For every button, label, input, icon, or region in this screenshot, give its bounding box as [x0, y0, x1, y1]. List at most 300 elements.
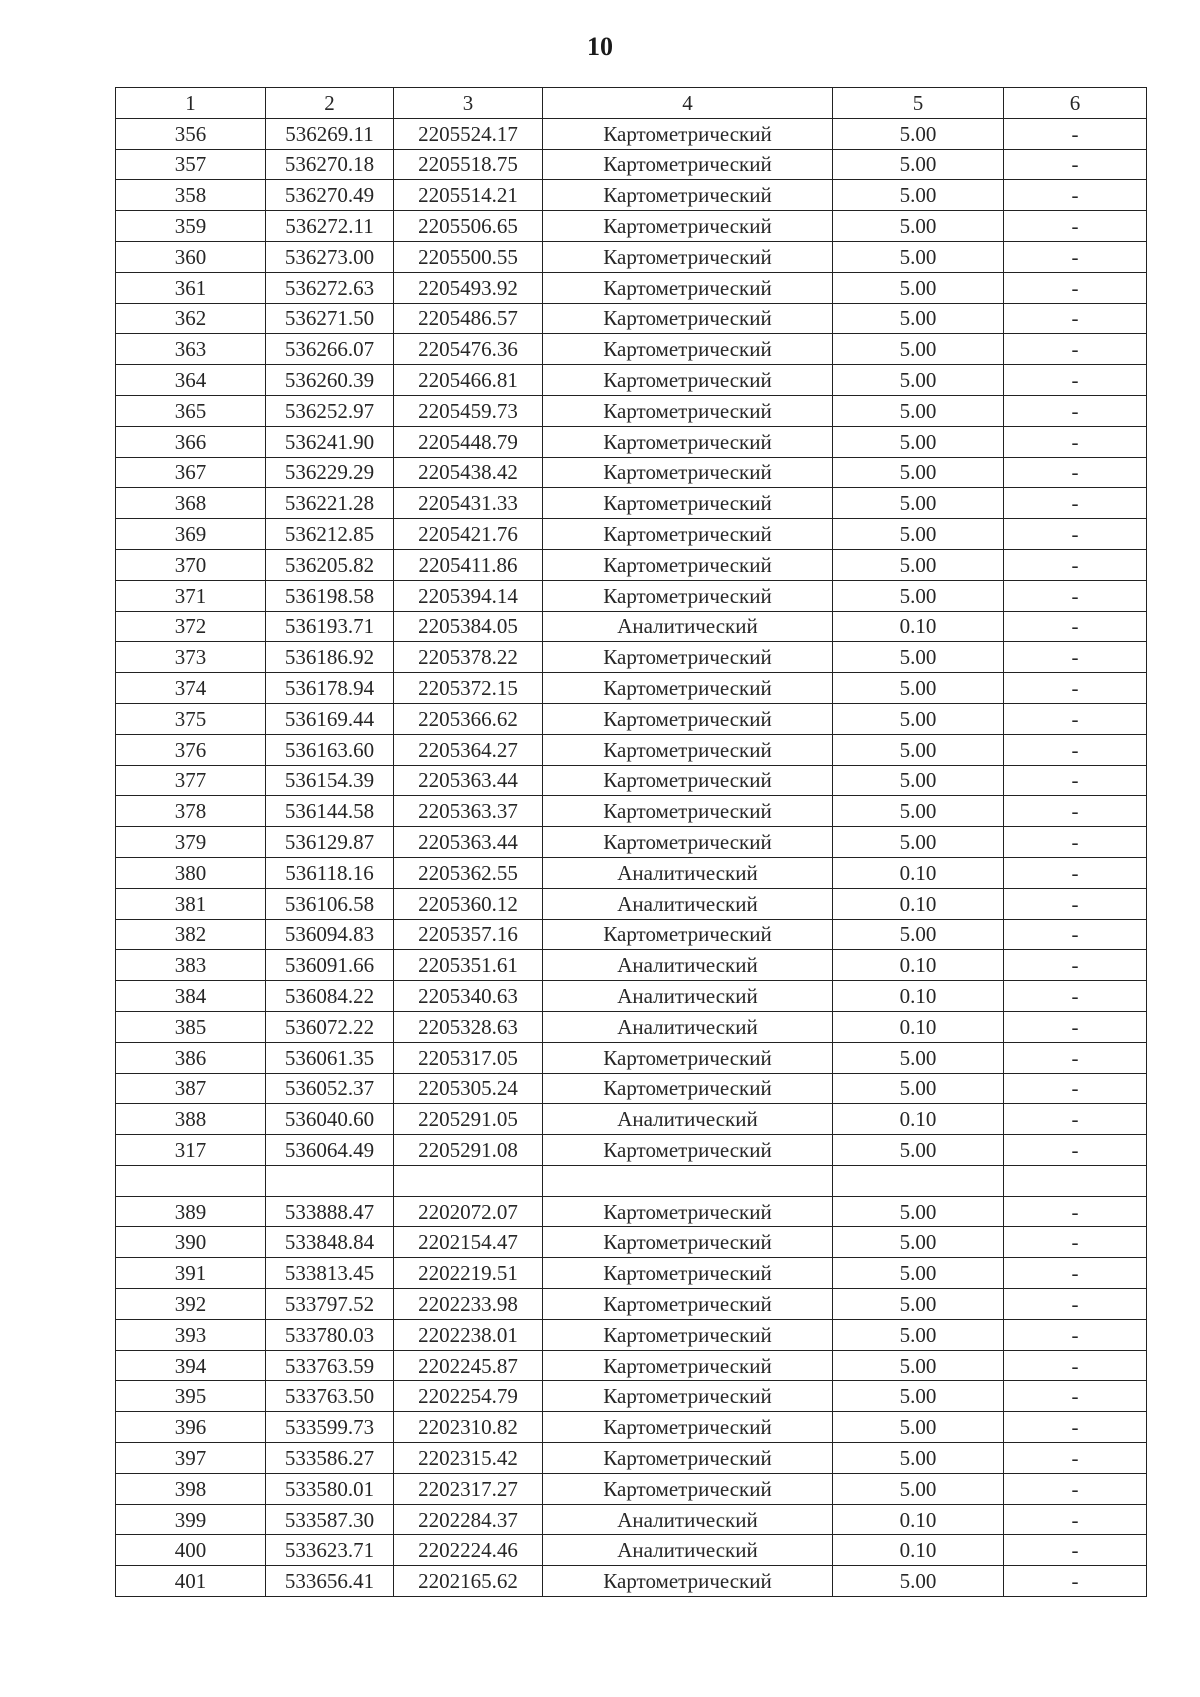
- y-coordinate-cell: 2202165.62: [394, 1566, 543, 1597]
- note-cell: -: [1004, 888, 1147, 919]
- x-coordinate-cell: 536094.83: [266, 919, 394, 950]
- point-number-cell: 399: [116, 1504, 266, 1535]
- x-coordinate-cell: 536154.39: [266, 765, 394, 796]
- note-cell: -: [1004, 519, 1147, 550]
- accuracy-cell: 0.10: [833, 857, 1004, 888]
- y-coordinate-cell: 2205394.14: [394, 580, 543, 611]
- y-coordinate-cell: [394, 1165, 543, 1196]
- table-row: [116, 611, 1147, 642]
- point-number-cell: 390: [116, 1227, 266, 1258]
- method-cell: Картометрический: [543, 734, 833, 765]
- note-cell: -: [1004, 272, 1147, 303]
- note-cell: -: [1004, 796, 1147, 827]
- point-number-cell: 356: [116, 118, 266, 149]
- accuracy-cell: 0.10: [833, 611, 1004, 642]
- point-number-cell: 365: [116, 395, 266, 426]
- method-cell: Картометрический: [543, 796, 833, 827]
- point-number-cell: 385: [116, 1011, 266, 1042]
- note-cell: -: [1004, 1104, 1147, 1135]
- point-number-cell: 368: [116, 488, 266, 519]
- y-coordinate-cell: 2202245.87: [394, 1350, 543, 1381]
- method-cell: Картометрический: [543, 919, 833, 950]
- note-cell: [1004, 1165, 1147, 1196]
- column-header: 4: [543, 88, 833, 119]
- y-coordinate-cell: 2205372.15: [394, 673, 543, 704]
- accuracy-cell: 5.00: [833, 580, 1004, 611]
- note-cell: -: [1004, 549, 1147, 580]
- point-number-cell: 361: [116, 272, 266, 303]
- x-coordinate-cell: 533763.59: [266, 1350, 394, 1381]
- table-row: [116, 703, 1147, 734]
- y-coordinate-cell: 2205378.22: [394, 642, 543, 673]
- y-coordinate-cell: 2205366.62: [394, 703, 543, 734]
- y-coordinate-cell: 2205305.24: [394, 1073, 543, 1104]
- method-cell: Аналитический: [543, 1504, 833, 1535]
- point-number-cell: 388: [116, 1104, 266, 1135]
- point-number-cell: 372: [116, 611, 266, 642]
- accuracy-cell: 5.00: [833, 1289, 1004, 1320]
- table-row: [116, 211, 1147, 242]
- accuracy-cell: 0.10: [833, 981, 1004, 1012]
- point-number-cell: 373: [116, 642, 266, 673]
- accuracy-cell: 5.00: [833, 519, 1004, 550]
- method-cell: Картометрический: [543, 1289, 833, 1320]
- accuracy-cell: 5.00: [833, 395, 1004, 426]
- x-coordinate-cell: 536272.63: [266, 272, 394, 303]
- method-cell: Картометрический: [543, 580, 833, 611]
- table-row: [116, 303, 1147, 334]
- point-number-cell: [116, 1165, 266, 1196]
- method-cell: Картометрический: [543, 673, 833, 704]
- method-cell: Картометрический: [543, 149, 833, 180]
- method-cell: Картометрический: [543, 703, 833, 734]
- accuracy-cell: 5.00: [833, 334, 1004, 365]
- accuracy-cell: 5.00: [833, 642, 1004, 673]
- table-row: [116, 1042, 1147, 1073]
- method-cell: Картометрический: [543, 1350, 833, 1381]
- note-cell: -: [1004, 1196, 1147, 1227]
- x-coordinate-cell: 533848.84: [266, 1227, 394, 1258]
- note-cell: -: [1004, 1227, 1147, 1258]
- method-cell: Картометрический: [543, 1319, 833, 1350]
- accuracy-cell: 5.00: [833, 241, 1004, 272]
- method-cell: Картометрический: [543, 395, 833, 426]
- x-coordinate-cell: 536186.92: [266, 642, 394, 673]
- column-header: 6: [1004, 88, 1147, 119]
- point-number-cell: 363: [116, 334, 266, 365]
- accuracy-cell: 5.00: [833, 703, 1004, 734]
- method-cell: Аналитический: [543, 888, 833, 919]
- y-coordinate-cell: 2205421.76: [394, 519, 543, 550]
- accuracy-cell: 5.00: [833, 1135, 1004, 1166]
- x-coordinate-cell: 536061.35: [266, 1042, 394, 1073]
- table-row: [116, 457, 1147, 488]
- column-header: 5: [833, 88, 1004, 119]
- note-cell: -: [1004, 1350, 1147, 1381]
- column-header: 1: [116, 88, 266, 119]
- method-cell: Картометрический: [543, 118, 833, 149]
- y-coordinate-cell: 2205500.55: [394, 241, 543, 272]
- point-number-cell: 359: [116, 211, 266, 242]
- table-row: [116, 1443, 1147, 1474]
- table-row: [116, 1535, 1147, 1566]
- note-cell: -: [1004, 1566, 1147, 1597]
- note-cell: -: [1004, 642, 1147, 673]
- y-coordinate-cell: 2205360.12: [394, 888, 543, 919]
- method-cell: Картометрический: [543, 488, 833, 519]
- accuracy-cell: 5.00: [833, 734, 1004, 765]
- x-coordinate-cell: 536260.39: [266, 365, 394, 396]
- y-coordinate-cell: 2205328.63: [394, 1011, 543, 1042]
- accuracy-cell: 5.00: [833, 1443, 1004, 1474]
- x-coordinate-cell: 536229.29: [266, 457, 394, 488]
- x-coordinate-cell: 536252.97: [266, 395, 394, 426]
- point-number-cell: 392: [116, 1289, 266, 1320]
- y-coordinate-cell: 2205493.92: [394, 272, 543, 303]
- note-cell: -: [1004, 1042, 1147, 1073]
- x-coordinate-cell: 536193.71: [266, 611, 394, 642]
- point-number-cell: 389: [116, 1196, 266, 1227]
- table-body: [116, 118, 1147, 1596]
- table-row: [116, 426, 1147, 457]
- method-cell: Картометрический: [543, 1227, 833, 1258]
- note-cell: -: [1004, 703, 1147, 734]
- point-number-cell: 401: [116, 1566, 266, 1597]
- accuracy-cell: 5.00: [833, 1319, 1004, 1350]
- table-row: [116, 241, 1147, 272]
- accuracy-cell: 5.00: [833, 1196, 1004, 1227]
- point-number-cell: 369: [116, 519, 266, 550]
- y-coordinate-cell: 2205448.79: [394, 426, 543, 457]
- accuracy-cell: 0.10: [833, 888, 1004, 919]
- method-cell: Картометрический: [543, 827, 833, 858]
- method-cell: Аналитический: [543, 611, 833, 642]
- table-row: [116, 1350, 1147, 1381]
- method-cell: Картометрический: [543, 642, 833, 673]
- table-row: [116, 1289, 1147, 1320]
- note-cell: -: [1004, 180, 1147, 211]
- accuracy-cell: 5.00: [833, 1473, 1004, 1504]
- note-cell: -: [1004, 118, 1147, 149]
- method-cell: Аналитический: [543, 950, 833, 981]
- x-coordinate-cell: 536052.37: [266, 1073, 394, 1104]
- accuracy-cell: 5.00: [833, 1042, 1004, 1073]
- x-coordinate-cell: 533780.03: [266, 1319, 394, 1350]
- method-cell: [543, 1165, 833, 1196]
- accuracy-cell: 5.00: [833, 457, 1004, 488]
- note-cell: -: [1004, 1289, 1147, 1320]
- y-coordinate-cell: 2205431.33: [394, 488, 543, 519]
- accuracy-cell: 5.00: [833, 765, 1004, 796]
- x-coordinate-cell: 536269.11: [266, 118, 394, 149]
- x-coordinate-cell: 533586.27: [266, 1443, 394, 1474]
- note-cell: -: [1004, 1258, 1147, 1289]
- table-row: [116, 888, 1147, 919]
- y-coordinate-cell: 2202317.27: [394, 1473, 543, 1504]
- x-coordinate-cell: 536084.22: [266, 981, 394, 1012]
- method-cell: Картометрический: [543, 1073, 833, 1104]
- note-cell: -: [1004, 488, 1147, 519]
- accuracy-cell: 5.00: [833, 180, 1004, 211]
- accuracy-cell: 5.00: [833, 272, 1004, 303]
- point-number-cell: 360: [116, 241, 266, 272]
- accuracy-cell: [833, 1165, 1004, 1196]
- note-cell: -: [1004, 1504, 1147, 1535]
- table-row: [116, 1566, 1147, 1597]
- y-coordinate-cell: 2202154.47: [394, 1227, 543, 1258]
- table-row: [116, 642, 1147, 673]
- table-row: [116, 1504, 1147, 1535]
- note-cell: -: [1004, 1319, 1147, 1350]
- x-coordinate-cell: 536241.90: [266, 426, 394, 457]
- x-coordinate-cell: 536271.50: [266, 303, 394, 334]
- method-cell: Аналитический: [543, 857, 833, 888]
- table-row: [116, 1381, 1147, 1412]
- coordinates-table: [115, 87, 1147, 1597]
- method-cell: Аналитический: [543, 1011, 833, 1042]
- method-cell: Картометрический: [543, 1196, 833, 1227]
- table-row: [116, 734, 1147, 765]
- table-row: [116, 365, 1147, 396]
- note-cell: -: [1004, 919, 1147, 950]
- method-cell: Картометрический: [543, 1443, 833, 1474]
- accuracy-cell: 5.00: [833, 303, 1004, 334]
- x-coordinate-cell: 533797.52: [266, 1289, 394, 1320]
- note-cell: -: [1004, 1011, 1147, 1042]
- point-number-cell: 380: [116, 857, 266, 888]
- table-row: [116, 580, 1147, 611]
- x-coordinate-cell: 536272.11: [266, 211, 394, 242]
- x-coordinate-cell: 536072.22: [266, 1011, 394, 1042]
- point-number-cell: 383: [116, 950, 266, 981]
- point-number-cell: 391: [116, 1258, 266, 1289]
- y-coordinate-cell: 2202224.46: [394, 1535, 543, 1566]
- point-number-cell: 382: [116, 919, 266, 950]
- table-row: [116, 827, 1147, 858]
- table-row: [116, 1227, 1147, 1258]
- note-cell: -: [1004, 1473, 1147, 1504]
- method-cell: Картометрический: [543, 1381, 833, 1412]
- method-cell: Аналитический: [543, 1535, 833, 1566]
- point-number-cell: 374: [116, 673, 266, 704]
- point-number-cell: 397: [116, 1443, 266, 1474]
- note-cell: -: [1004, 1073, 1147, 1104]
- point-number-cell: 366: [116, 426, 266, 457]
- table-row: [116, 1196, 1147, 1227]
- table-row: [116, 118, 1147, 149]
- y-coordinate-cell: 2205524.17: [394, 118, 543, 149]
- page-number: 10: [587, 32, 613, 61]
- note-cell: -: [1004, 580, 1147, 611]
- y-coordinate-cell: 2202233.98: [394, 1289, 543, 1320]
- method-cell: Картометрический: [543, 180, 833, 211]
- method-cell: Картометрический: [543, 457, 833, 488]
- y-coordinate-cell: 2205384.05: [394, 611, 543, 642]
- x-coordinate-cell: 536106.58: [266, 888, 394, 919]
- note-cell: -: [1004, 981, 1147, 1012]
- note-cell: -: [1004, 395, 1147, 426]
- table-row: [116, 919, 1147, 950]
- note-cell: -: [1004, 673, 1147, 704]
- table-row: [116, 1165, 1147, 1196]
- accuracy-cell: 0.10: [833, 950, 1004, 981]
- x-coordinate-cell: 536163.60: [266, 734, 394, 765]
- method-cell: Картометрический: [543, 1566, 833, 1597]
- method-cell: Картометрический: [543, 426, 833, 457]
- table-row: [116, 549, 1147, 580]
- x-coordinate-cell: 533587.30: [266, 1504, 394, 1535]
- method-cell: Картометрический: [543, 365, 833, 396]
- accuracy-cell: 5.00: [833, 1350, 1004, 1381]
- accuracy-cell: 5.00: [833, 426, 1004, 457]
- method-cell: Картометрический: [543, 519, 833, 550]
- x-coordinate-cell: 536129.87: [266, 827, 394, 858]
- accuracy-cell: 5.00: [833, 1227, 1004, 1258]
- accuracy-cell: 0.10: [833, 1504, 1004, 1535]
- x-coordinate-cell: 536040.60: [266, 1104, 394, 1135]
- y-coordinate-cell: 2205317.05: [394, 1042, 543, 1073]
- note-cell: -: [1004, 303, 1147, 334]
- point-number-cell: 367: [116, 457, 266, 488]
- point-number-cell: 381: [116, 888, 266, 919]
- x-coordinate-cell: 533763.50: [266, 1381, 394, 1412]
- point-number-cell: 371: [116, 580, 266, 611]
- note-cell: -: [1004, 857, 1147, 888]
- method-cell: Аналитический: [543, 981, 833, 1012]
- table-row: [116, 272, 1147, 303]
- x-coordinate-cell: 536205.82: [266, 549, 394, 580]
- point-number-cell: 362: [116, 303, 266, 334]
- y-coordinate-cell: 2205362.55: [394, 857, 543, 888]
- method-cell: Картометрический: [543, 1258, 833, 1289]
- table-row: [116, 981, 1147, 1012]
- table-row: [116, 1073, 1147, 1104]
- method-cell: Картометрический: [543, 241, 833, 272]
- point-number-cell: 398: [116, 1473, 266, 1504]
- x-coordinate-cell: 536118.16: [266, 857, 394, 888]
- point-number-cell: 396: [116, 1412, 266, 1443]
- column-header: 2: [266, 88, 394, 119]
- method-cell: Картометрический: [543, 1412, 833, 1443]
- y-coordinate-cell: 2205486.57: [394, 303, 543, 334]
- point-number-cell: 387: [116, 1073, 266, 1104]
- accuracy-cell: 5.00: [833, 211, 1004, 242]
- method-cell: Картометрический: [543, 303, 833, 334]
- y-coordinate-cell: 2202310.82: [394, 1412, 543, 1443]
- method-cell: Картометрический: [543, 765, 833, 796]
- note-cell: -: [1004, 241, 1147, 272]
- y-coordinate-cell: 2205351.61: [394, 950, 543, 981]
- table-row: [116, 857, 1147, 888]
- x-coordinate-cell: 536270.49: [266, 180, 394, 211]
- y-coordinate-cell: 2205364.27: [394, 734, 543, 765]
- method-cell: Картометрический: [543, 1135, 833, 1166]
- note-cell: -: [1004, 1443, 1147, 1474]
- point-number-cell: 378: [116, 796, 266, 827]
- note-cell: -: [1004, 211, 1147, 242]
- y-coordinate-cell: 2205518.75: [394, 149, 543, 180]
- accuracy-cell: 5.00: [833, 488, 1004, 519]
- accuracy-cell: 5.00: [833, 827, 1004, 858]
- x-coordinate-cell: 533599.73: [266, 1412, 394, 1443]
- accuracy-cell: 5.00: [833, 1412, 1004, 1443]
- y-coordinate-cell: 2205466.81: [394, 365, 543, 396]
- point-number-cell: 400: [116, 1535, 266, 1566]
- note-cell: -: [1004, 426, 1147, 457]
- x-coordinate-cell: 536169.44: [266, 703, 394, 734]
- x-coordinate-cell: 533656.41: [266, 1566, 394, 1597]
- table-row: [116, 673, 1147, 704]
- y-coordinate-cell: 2205506.65: [394, 211, 543, 242]
- accuracy-cell: 5.00: [833, 549, 1004, 580]
- y-coordinate-cell: 2205459.73: [394, 395, 543, 426]
- point-number-cell: 394: [116, 1350, 266, 1381]
- y-coordinate-cell: 2205363.44: [394, 765, 543, 796]
- accuracy-cell: 5.00: [833, 149, 1004, 180]
- point-number-cell: 317: [116, 1135, 266, 1166]
- accuracy-cell: 5.00: [833, 673, 1004, 704]
- table-row: [116, 1412, 1147, 1443]
- point-number-cell: 377: [116, 765, 266, 796]
- table-row: [116, 149, 1147, 180]
- x-coordinate-cell: 533580.01: [266, 1473, 394, 1504]
- point-number-cell: 395: [116, 1381, 266, 1412]
- y-coordinate-cell: 2202072.07: [394, 1196, 543, 1227]
- y-coordinate-cell: 2205357.16: [394, 919, 543, 950]
- y-coordinate-cell: 2205363.37: [394, 796, 543, 827]
- note-cell: -: [1004, 365, 1147, 396]
- accuracy-cell: 5.00: [833, 1381, 1004, 1412]
- note-cell: -: [1004, 950, 1147, 981]
- y-coordinate-cell: 2205340.63: [394, 981, 543, 1012]
- table-row: [116, 1135, 1147, 1166]
- method-cell: Картометрический: [543, 334, 833, 365]
- point-number-cell: 370: [116, 549, 266, 580]
- table-row: [116, 334, 1147, 365]
- y-coordinate-cell: 2202284.37: [394, 1504, 543, 1535]
- x-coordinate-cell: 533813.45: [266, 1258, 394, 1289]
- method-cell: Картометрический: [543, 272, 833, 303]
- method-cell: Картометрический: [543, 1473, 833, 1504]
- table-header-row: [116, 88, 1147, 119]
- note-cell: -: [1004, 1135, 1147, 1166]
- note-cell: -: [1004, 765, 1147, 796]
- note-cell: -: [1004, 827, 1147, 858]
- accuracy-cell: 0.10: [833, 1011, 1004, 1042]
- note-cell: -: [1004, 457, 1147, 488]
- point-number-cell: 357: [116, 149, 266, 180]
- x-coordinate-cell: 533623.71: [266, 1535, 394, 1566]
- note-cell: -: [1004, 611, 1147, 642]
- x-coordinate-cell: 536270.18: [266, 149, 394, 180]
- accuracy-cell: 5.00: [833, 1073, 1004, 1104]
- y-coordinate-cell: 2202219.51: [394, 1258, 543, 1289]
- x-coordinate-cell: 536212.85: [266, 519, 394, 550]
- x-coordinate-cell: 536064.49: [266, 1135, 394, 1166]
- x-coordinate-cell: 536144.58: [266, 796, 394, 827]
- point-number-cell: 358: [116, 180, 266, 211]
- point-number-cell: 364: [116, 365, 266, 396]
- table-row: [116, 950, 1147, 981]
- y-coordinate-cell: 2205476.36: [394, 334, 543, 365]
- x-coordinate-cell: 536221.28: [266, 488, 394, 519]
- point-number-cell: 386: [116, 1042, 266, 1073]
- table-row: [116, 1319, 1147, 1350]
- accuracy-cell: 0.10: [833, 1535, 1004, 1566]
- table-row: [116, 519, 1147, 550]
- x-coordinate-cell: 533888.47: [266, 1196, 394, 1227]
- y-coordinate-cell: 2205514.21: [394, 180, 543, 211]
